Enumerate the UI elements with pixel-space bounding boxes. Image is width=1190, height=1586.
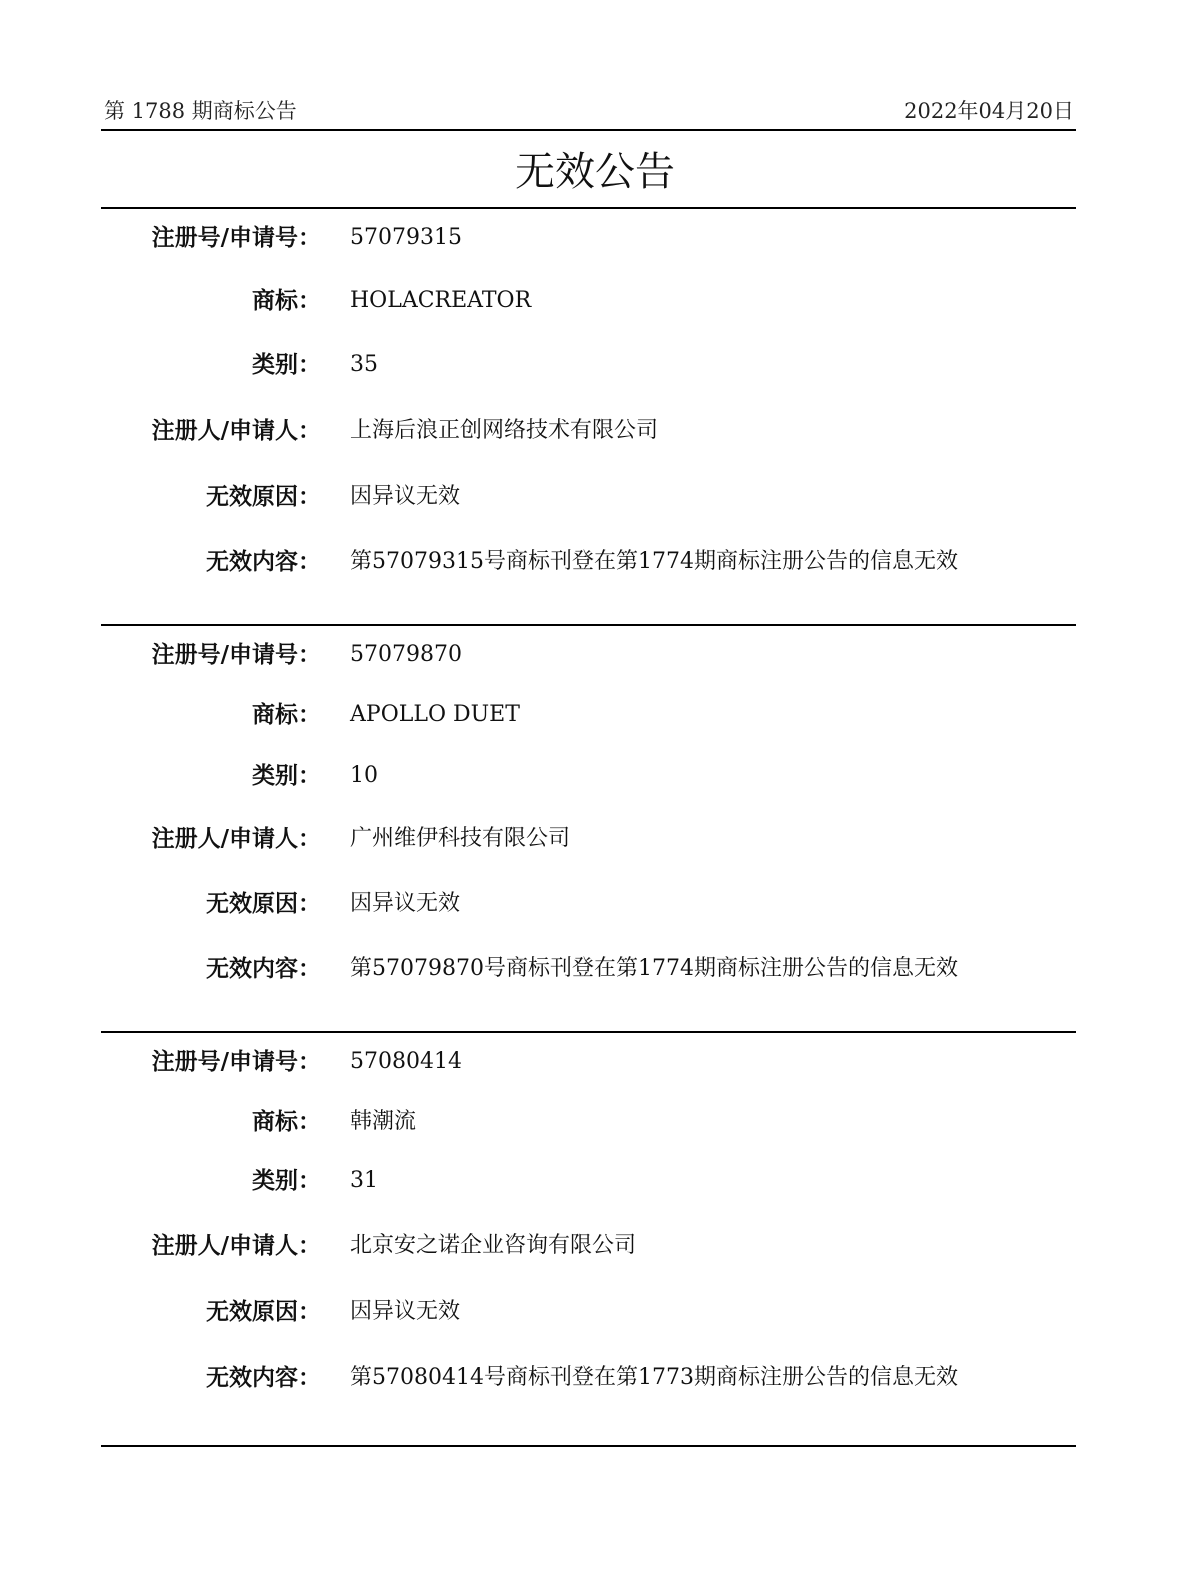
record-divider: [101, 1031, 1076, 1033]
label-reg-no: 注册号/申请号：: [151, 642, 321, 668]
label-registrant: 注册人/申请人：: [151, 1233, 321, 1259]
header-rule: [101, 129, 1076, 131]
record-divider: [101, 1445, 1076, 1447]
value-content: 第57079315号商标刊登在第1774期商标注册公告的信息无效: [350, 549, 958, 574]
record-divider: [101, 624, 1076, 626]
label-trademark: 商标：: [252, 288, 321, 314]
value-class: 35: [350, 352, 378, 377]
field-reg-no: [101, 1044, 1076, 1080]
label-reason: 无效原因：: [206, 891, 321, 917]
field-reason: [101, 886, 1076, 922]
value-class: 31: [350, 1168, 378, 1193]
field-class: [101, 758, 1076, 794]
field-trademark: [101, 283, 1076, 319]
value-reason: 因异议无效: [350, 1299, 461, 1324]
field-trademark: [101, 1104, 1076, 1140]
page-header: [104, 94, 1074, 126]
label-class: 类别：: [252, 1168, 321, 1194]
field-registrant: [101, 413, 1076, 449]
label-registrant: 注册人/申请人：: [151, 418, 321, 444]
value-registrant: 北京安之诺企业咨询有限公司: [350, 1233, 637, 1258]
field-class: [101, 347, 1076, 383]
value-trademark: HOLACREATOR: [350, 288, 532, 313]
title-rule: [101, 207, 1076, 209]
label-reason: 无效原因：: [206, 484, 321, 510]
value-reg-no: 57080414: [350, 1049, 462, 1074]
label-class: 类别：: [252, 352, 321, 378]
field-reg-no: [101, 637, 1076, 673]
value-reg-no: 57079870: [350, 642, 462, 667]
field-registrant: [101, 821, 1076, 857]
label-trademark: 商标：: [252, 702, 321, 728]
label-reg-no: 注册号/申请号：: [151, 1049, 321, 1075]
value-registrant: 广州维伊科技有限公司: [350, 826, 571, 851]
field-content: [101, 544, 1076, 580]
issue-date: 2022年04月20日: [904, 99, 1074, 123]
field-content: [101, 951, 1076, 987]
value-reason: 因异议无效: [350, 484, 461, 509]
value-reg-no: 57079315: [350, 225, 462, 250]
label-content: 无效内容：: [206, 549, 321, 575]
value-trademark: 韩潮流: [350, 1109, 417, 1134]
value-trademark: APOLLO DUET: [350, 702, 520, 727]
label-reason: 无效原因：: [206, 1299, 321, 1325]
label-reg-no: 注册号/申请号：: [151, 225, 321, 251]
field-trademark: [101, 697, 1076, 733]
label-content: 无效内容：: [206, 956, 321, 982]
field-class: [101, 1163, 1076, 1199]
field-reason: [101, 479, 1076, 515]
field-content: [101, 1360, 1076, 1396]
label-trademark: 商标：: [252, 1109, 321, 1135]
value-class: 10: [350, 763, 378, 788]
value-registrant: 上海后浪正创网络技术有限公司: [350, 418, 659, 443]
issue-number: 第 1788 期商标公告: [104, 99, 297, 123]
label-class: 类别：: [252, 763, 321, 789]
page-title: 无效公告: [515, 149, 675, 195]
field-reason: [101, 1294, 1076, 1330]
label-content: 无效内容：: [206, 1365, 321, 1391]
label-registrant: 注册人/申请人：: [151, 826, 321, 852]
value-content: 第57080414号商标刊登在第1773期商标注册公告的信息无效: [350, 1365, 958, 1390]
field-registrant: [101, 1228, 1076, 1264]
value-reason: 因异议无效: [350, 891, 461, 916]
field-reg-no: [101, 220, 1076, 256]
value-content: 第57079870号商标刊登在第1774期商标注册公告的信息无效: [350, 956, 958, 981]
